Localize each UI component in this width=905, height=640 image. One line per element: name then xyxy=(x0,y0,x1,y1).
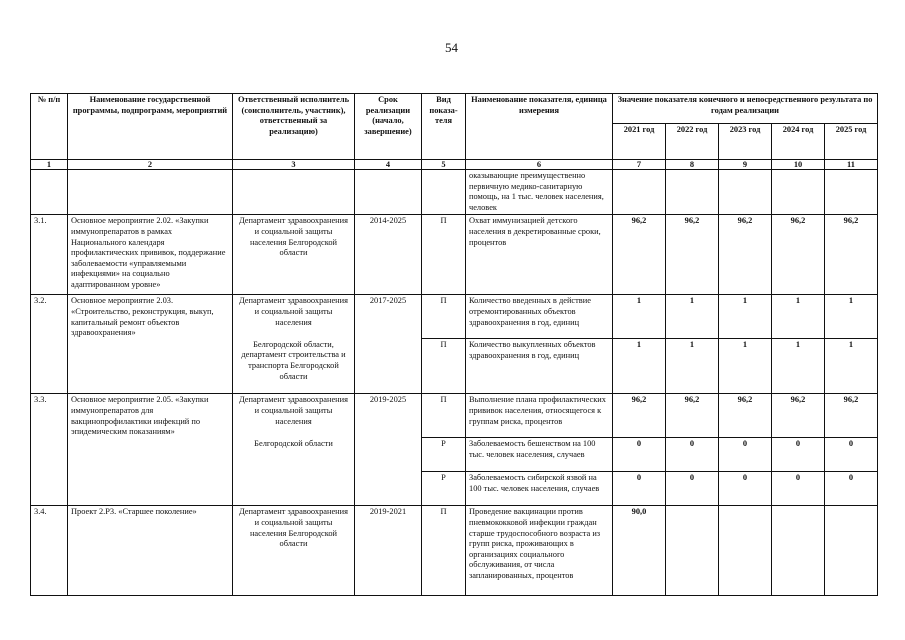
executor-cell: Белгородской области, департамент строительства и транспорта Белгородской области xyxy=(233,339,355,394)
column-number: 5 xyxy=(422,160,466,170)
value-cell: 96,2 xyxy=(772,215,825,295)
value-cell: 0 xyxy=(613,438,666,472)
value-cell: 0 xyxy=(825,438,878,472)
indicator-type: П xyxy=(422,394,466,438)
row-number: 3.1. xyxy=(31,215,68,295)
value-cell: 1 xyxy=(825,295,878,339)
value-cell: 1 xyxy=(666,295,719,339)
measure-name: Проект 2.Р3. «Старшее поколение» xyxy=(68,506,233,596)
executor-cell: Департамент здравоохранения и социальной защиты населения Белгородской области xyxy=(233,215,355,295)
value-cell xyxy=(719,506,772,596)
indicator-cell: оказывающие преимущественно первичную медико-санитарную помощь, на 1 тыс. человек населения, человек xyxy=(466,170,613,215)
column-number: 2 xyxy=(68,160,233,170)
value-cell: 0 xyxy=(666,438,719,472)
table-row-continuation xyxy=(31,170,878,215)
value-cell: 96,2 xyxy=(825,394,878,438)
column-number: 1 xyxy=(31,160,68,170)
table-row-3-3 xyxy=(31,394,878,438)
term-cell: 2017-2025 xyxy=(355,295,422,394)
executor-cell: Департамент здравоохранения и социальной защиты населения Белгородской области xyxy=(233,506,355,596)
header-term: Срок реализации (начало, завершение) xyxy=(355,94,422,160)
indicator-cell: Заболеваемость сибирской язвой на 100 тыс. человек населения, случаев xyxy=(466,472,613,506)
value-cell: 96,2 xyxy=(613,394,666,438)
value-cell: 1 xyxy=(719,339,772,394)
value-cell: 0 xyxy=(719,472,772,506)
header-year: 2025 год xyxy=(825,124,878,160)
term-cell: 2019-2021 xyxy=(355,506,422,596)
measure-name: Основное мероприятие 2.02. «Закупки иммунопрепаратов в рамках Национального календаря профилактических прививок, поддержание заболеваемости «управляемыми инфекциями» на социально адаптированном уровне» xyxy=(68,215,233,295)
indicator-cell: Охват иммунизацией детского населения в декретированные сроки, процентов xyxy=(466,215,613,295)
value-cell: 0 xyxy=(825,472,878,506)
executor-cell: Белгородской области xyxy=(233,438,355,506)
value-cell xyxy=(825,506,878,596)
row-number: 3.3. xyxy=(31,394,68,506)
indicator-type: Р xyxy=(422,472,466,506)
value-cell: 0 xyxy=(613,472,666,506)
value-cell: 1 xyxy=(772,295,825,339)
header-executor: Ответственный исполнитель (соисполнитель, участник), ответственный за реализацию) xyxy=(233,94,355,160)
indicator-type: П xyxy=(422,339,466,394)
header-year: 2021 год xyxy=(613,124,666,160)
header-year: 2024 год xyxy=(772,124,825,160)
header-type: Вид показа-теля xyxy=(422,94,466,160)
executor-cell: Департамент здравоохранения и социальной защиты населения xyxy=(233,295,355,339)
column-number: 3 xyxy=(233,160,355,170)
program-table xyxy=(30,93,878,596)
value-cell: 96,2 xyxy=(825,215,878,295)
measure-name: Основное мероприятие 2.05. «Закупки иммунопрепаратов для вакцинопрофилактики инфекций по эпидемическим показаниям» xyxy=(68,394,233,506)
value-cell: 1 xyxy=(613,295,666,339)
column-number: 11 xyxy=(825,160,878,170)
column-number: 10 xyxy=(772,160,825,170)
indicator-type: П xyxy=(422,506,466,596)
indicator-type: П xyxy=(422,295,466,339)
column-number: 6 xyxy=(466,160,613,170)
value-cell xyxy=(666,506,719,596)
header-year: 2023 год xyxy=(719,124,772,160)
row-number: 3.4. xyxy=(31,506,68,596)
indicator-cell: Заболеваемость бешенством на 100 тыс. человек населения, случаев xyxy=(466,438,613,472)
value-cell xyxy=(772,506,825,596)
term-cell: 2019-2025 xyxy=(355,394,422,506)
executor-cell: Департамент здравоохранения и социальной защиты населения xyxy=(233,394,355,438)
term-cell: 2014-2025 xyxy=(355,215,422,295)
value-cell: 0 xyxy=(772,438,825,472)
header-values: Значение показателя конечного и непосредственного результата по годам реализации xyxy=(613,94,878,124)
value-cell: 0 xyxy=(719,438,772,472)
indicator-type: П xyxy=(422,215,466,295)
value-cell: 90,0 xyxy=(613,506,666,596)
table-row-3-1 xyxy=(31,215,878,295)
indicator-type: Р xyxy=(422,438,466,472)
value-cell: 1 xyxy=(613,339,666,394)
column-number: 8 xyxy=(666,160,719,170)
indicator-cell: Выполнение плана профилактических прививок населения, относящегося к группам риска, процентов xyxy=(466,394,613,438)
column-number: 4 xyxy=(355,160,422,170)
page-number: 54 xyxy=(445,40,458,55)
indicator-cell: Проведение вакцинации против пневмококковой инфекции граждан старше трудоспособного возраста из групп риска, проживающих в организациях социального обслуживания, от числа запланированных, процентов xyxy=(466,506,613,596)
value-cell: 0 xyxy=(666,472,719,506)
column-numbers-row xyxy=(31,160,878,170)
value-cell: 96,2 xyxy=(666,394,719,438)
value-cell: 96,2 xyxy=(719,215,772,295)
row-number: 3.2. xyxy=(31,295,68,394)
value-cell: 0 xyxy=(772,472,825,506)
header-name: Наименование государственной программы, подпрограмм, мероприятий xyxy=(68,94,233,160)
table-row-3-2 xyxy=(31,295,878,339)
value-cell: 1 xyxy=(772,339,825,394)
header-no: № п/п xyxy=(31,94,68,160)
value-cell: 1 xyxy=(666,339,719,394)
table-row-3-4 xyxy=(31,506,878,596)
value-cell: 96,2 xyxy=(613,215,666,295)
value-cell: 96,2 xyxy=(719,394,772,438)
header-indicator: Наименование показателя, единица измерения xyxy=(466,94,613,160)
indicator-cell: Количество введенных в действие отремонтированных объектов здравоохранения в год, единиц xyxy=(466,295,613,339)
header-row-1 xyxy=(31,94,878,124)
column-number: 7 xyxy=(613,160,666,170)
measure-name: Основное мероприятие 2.03. «Строительство, реконструкция, выкуп, капитальный ремонт объектов здравоохранения» xyxy=(68,295,233,394)
value-cell: 96,2 xyxy=(666,215,719,295)
header-year: 2022 год xyxy=(666,124,719,160)
value-cell: 1 xyxy=(825,339,878,394)
value-cell: 1 xyxy=(719,295,772,339)
indicator-cell: Количество выкупленных объектов здравоохранения в год, единиц xyxy=(466,339,613,394)
column-number: 9 xyxy=(719,160,772,170)
value-cell: 96,2 xyxy=(772,394,825,438)
